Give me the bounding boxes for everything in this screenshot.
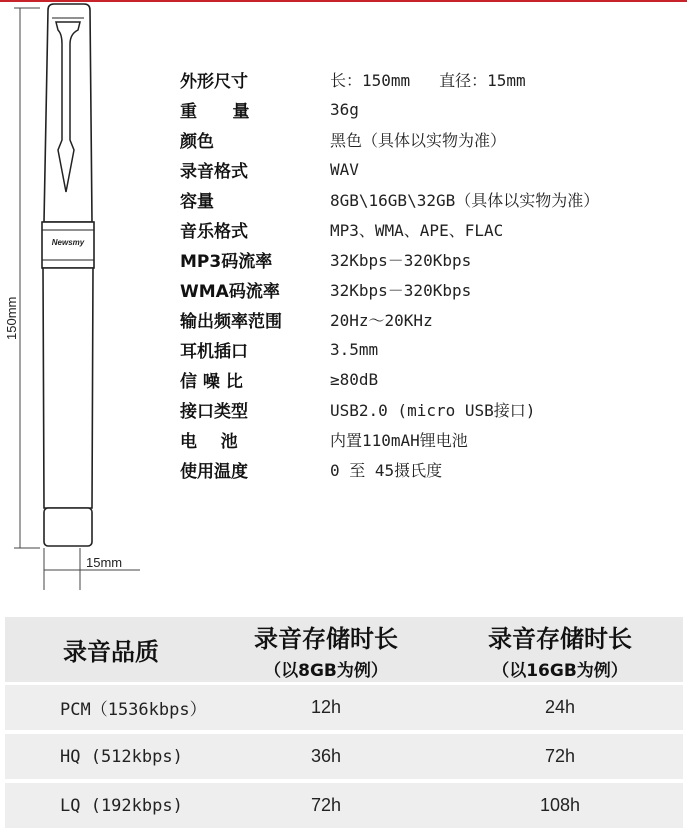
- quality-cell: [5, 747, 215, 767]
- spec-row: [180, 394, 599, 424]
- header-quality-cell: [5, 632, 215, 667]
- spec-label: 信 噪 比: [180, 371, 243, 392]
- spec-value: 20Hz～20KHz: [330, 310, 433, 330]
- time-8gb-cell: 36h: [310, 746, 342, 766]
- pen-brand-logo: Newsmy: [51, 238, 85, 247]
- spec-label: 耳机插口: [180, 341, 248, 362]
- spec-label: WMA码流率: [180, 281, 280, 302]
- spec-label: 接口类型: [180, 401, 248, 422]
- spec-row: [180, 424, 599, 454]
- spec-value: 3.5mm: [330, 339, 379, 359]
- header-16gb-title: 录音存储时长: [488, 624, 632, 653]
- header-8gb-cell: [215, 619, 437, 681]
- length-dimension-label: 150mm: [4, 296, 19, 340]
- spec-row: [180, 154, 599, 184]
- time-8gb-cell: 12h: [310, 697, 342, 717]
- quality-value: LQ (192kbps): [60, 795, 183, 816]
- header-16gb-subtitle: （以16GB为例）: [492, 660, 628, 681]
- spec-row: [180, 184, 599, 214]
- spec-label: 音乐格式: [180, 221, 248, 242]
- diameter-dimension-label: 15mm: [86, 555, 123, 570]
- spec-label: 电 池: [180, 431, 238, 452]
- header-16gb-cell: [437, 619, 683, 681]
- table-row: [5, 685, 683, 730]
- time-8gb-cell: 72h: [310, 795, 342, 815]
- quality-value: HQ (512kbps): [60, 746, 183, 767]
- spec-row: [180, 244, 599, 274]
- spec-row: [180, 364, 599, 394]
- spec-row: [180, 94, 599, 124]
- spec-label: 输出频率范围: [180, 311, 282, 332]
- quality-cell: [5, 695, 215, 720]
- header-8gb-title: 录音存储时长: [254, 624, 398, 653]
- spec-value: 内置110mAH锂电池: [330, 430, 468, 450]
- spec-value: USB2.0 (micro USB接口): [330, 400, 536, 420]
- spec-row: [180, 124, 599, 154]
- time-16gb-cell: 108h: [539, 795, 581, 815]
- spec-value: 长：150mm 直径：15mm: [330, 70, 526, 90]
- spec-label: 外形尺寸: [180, 71, 248, 92]
- table-row: [5, 734, 683, 779]
- spec-row: [180, 304, 599, 334]
- recording-time-table: [5, 617, 683, 832]
- spec-value: 8GB\16GB\32GB（具体以实物为准）: [330, 190, 600, 210]
- table-header: [5, 617, 683, 682]
- spec-value: 36g: [330, 99, 359, 119]
- spec-value: 0 至 45摄氏度: [330, 460, 443, 480]
- spec-row: [180, 64, 599, 94]
- spec-value: 32Kbps－320Kbps: [330, 280, 472, 300]
- spec-label: 容量: [180, 191, 214, 212]
- spec-row: [180, 214, 599, 244]
- header-quality: 录音品质: [63, 638, 159, 666]
- time-16gb-cell: 24h: [544, 697, 576, 717]
- spec-row: [180, 274, 599, 304]
- time-16gb-cell: 72h: [544, 746, 576, 766]
- spec-label: 录音格式: [180, 161, 248, 182]
- spec-value: ≥80dB: [330, 369, 379, 389]
- spec-label: 重 量: [180, 101, 250, 122]
- quality-cell: [5, 796, 215, 816]
- spec-value: MP3、WMA、APE、FLAC: [330, 220, 504, 240]
- spec-value: WAV: [330, 159, 359, 179]
- spec-row: [180, 334, 599, 364]
- quality-value: PCM（1536kbps）: [60, 700, 207, 720]
- header-8gb-subtitle: （以8GB为例）: [264, 660, 388, 681]
- spec-label: 颜色: [180, 131, 214, 152]
- spec-value: 黑色（具体以实物为准）: [330, 130, 507, 150]
- spec-label: MP3码流率: [180, 251, 273, 272]
- spec-row: [180, 454, 599, 484]
- spec-label: 使用温度: [180, 461, 248, 482]
- table-row: [5, 783, 683, 828]
- spec-list: [180, 64, 599, 484]
- spec-value: 32Kbps－320Kbps: [330, 250, 472, 270]
- pen-illustration: [0, 0, 160, 590]
